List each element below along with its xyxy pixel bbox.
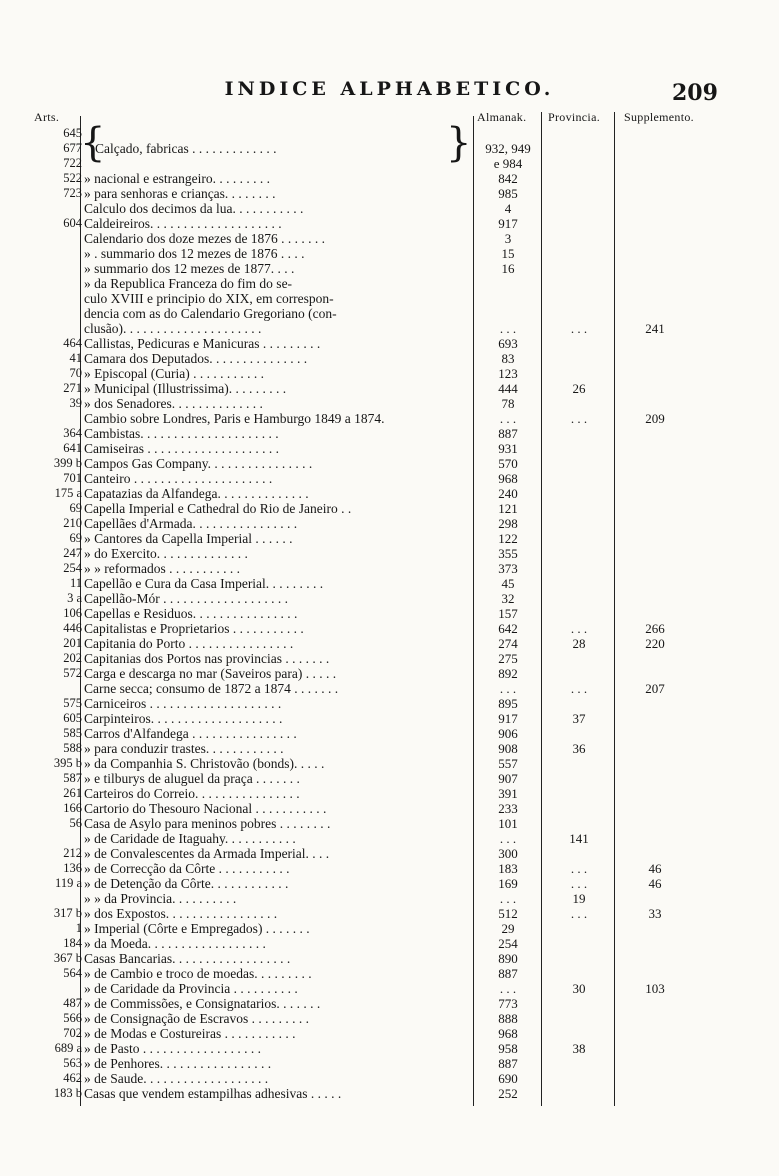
index-row [0, 846, 779, 861]
supplemento-page: 220 [645, 636, 665, 651]
almanak-page: . . . [499, 981, 517, 996]
index-row [0, 861, 779, 876]
column-header-arts: Arts. [34, 110, 60, 124]
provincia-page: 36 [572, 741, 586, 756]
article-number: 575 [63, 696, 82, 710]
index-row [0, 516, 779, 531]
index-row [0, 171, 779, 186]
almanak-page: 298 [498, 516, 518, 531]
article-number: 136 [63, 861, 82, 875]
article-number: 69 [69, 501, 82, 515]
article-number: 247 [63, 546, 82, 560]
index-row [0, 1026, 779, 1041]
index-row [0, 786, 779, 801]
index-row [0, 141, 779, 156]
index-row [0, 186, 779, 201]
almanak-page: 121 [498, 501, 518, 516]
entry-description: Capatazias da Alfandega. . . . . . . . . . . . . . [84, 486, 309, 501]
entry-description: culo XVIII e principio do XIX, em correspon- [84, 291, 334, 306]
entry-description: » de Correcção da Côrte . . . . . . . . . . . [84, 861, 290, 876]
index-row [0, 486, 779, 501]
index-row [0, 456, 779, 471]
article-number: 462 [63, 1071, 82, 1085]
almanak-page: 887 [498, 426, 518, 441]
almanak-page: 888 [498, 1011, 518, 1026]
almanak-page: 240 [498, 486, 518, 501]
entry-description: dencia com as do Calendario Gregoriano (con- [84, 306, 337, 321]
article-number: 106 [63, 606, 82, 620]
index-row [0, 426, 779, 441]
column-header-almanak: Almanak. [477, 110, 527, 124]
index-row [0, 831, 779, 846]
almanak-page: 895 [498, 696, 518, 711]
index-row [0, 936, 779, 951]
article-number: 183 b [53, 1086, 82, 1100]
page-title: INDICE ALPHABETICO. [224, 78, 555, 100]
article-number: 261 [63, 786, 82, 800]
almanak-page: 906 [498, 726, 518, 741]
entry-description: » do Exercito. . . . . . . . . . . . . . [84, 546, 248, 561]
column-header-supplemento: Supplemento. [624, 110, 694, 124]
article-number: 723 [63, 186, 82, 200]
article-number: 564 [63, 966, 82, 980]
almanak-page: 908 [498, 741, 518, 756]
index-row [0, 681, 779, 696]
entry-description: » Municipal (Illustrissima). . . . . . . . . [84, 381, 287, 396]
almanak-page: 907 [498, 771, 518, 786]
almanak-page: 890 [498, 951, 518, 966]
almanak-page: 254 [498, 936, 518, 951]
index-row [0, 591, 779, 606]
entry-description: » . summario dos 12 mezes de 1876 . . . . [84, 246, 305, 261]
article-number: 69 [69, 531, 82, 545]
index-row [0, 1011, 779, 1026]
entry-description: Calendario dos doze mezes de 1876 . . . . . . . [84, 231, 326, 246]
entry-description: Capitalistas e Proprietarios . . . . . . . . . . . [84, 621, 304, 636]
supplemento-page: 266 [645, 621, 665, 636]
entry-description: » summario dos 12 mezes de 1877. . . . [84, 261, 295, 276]
entry-description: » de Consignação de Escravos . . . . . . . . . [84, 1011, 309, 1026]
provincia-page: . . . [570, 411, 588, 426]
entry-description: » e tilburys de aluguel da praça . . . . . . . [84, 771, 300, 786]
entry-description: » nacional e estrangeiro. . . . . . . . . [84, 171, 270, 186]
article-number: 464 [63, 336, 82, 350]
almanak-page: 968 [498, 1026, 518, 1041]
entry-description: Campos Gas Company. . . . . . . . . . . . . . . . [84, 456, 313, 471]
almanak-page: 557 [498, 756, 518, 771]
provincia-page: . . . [570, 876, 588, 891]
entry-description: Cambio sobre Londres, Paris e Hamburgo 1849 a 1874. [84, 411, 385, 426]
index-row [0, 546, 779, 561]
almanak-page: 985 [498, 186, 518, 201]
almanak-page: 169 [498, 876, 518, 891]
index-row [0, 801, 779, 816]
almanak-page: 512 [498, 906, 518, 921]
index-row [0, 246, 779, 261]
supplemento-page: 46 [648, 876, 662, 891]
entry-description: » de Detenção da Côrte. . . . . . . . . . . . [84, 876, 289, 891]
article-number: 446 [63, 621, 82, 635]
almanak-page: 917 [498, 216, 518, 231]
almanak-page: 887 [498, 1056, 518, 1071]
almanak-page: . . . [499, 891, 517, 906]
index-row [0, 996, 779, 1011]
almanak-page: 123 [498, 366, 518, 381]
index-row [0, 201, 779, 216]
index-row [0, 291, 779, 306]
almanak-page: 101 [498, 816, 518, 831]
entry-description: Capitania do Porto . . . . . . . . . . . . . . . . [84, 636, 294, 651]
almanak-page: e 984 [493, 156, 523, 171]
index-row [0, 156, 779, 171]
entry-description: » de Penhores. . . . . . . . . . . . . . . . . [84, 1056, 272, 1071]
article-number: 1 [75, 921, 82, 935]
article-number: 11 [69, 576, 82, 590]
article-number: 201 [63, 636, 82, 650]
almanak-page: 157 [498, 606, 518, 621]
almanak-page: 773 [498, 996, 518, 1011]
almanak-page: 931 [498, 441, 518, 456]
supplemento-page: 33 [648, 906, 662, 921]
article-number: 522 [63, 171, 82, 185]
index-row [0, 876, 779, 891]
article-number: 641 [63, 441, 82, 455]
index-row [0, 951, 779, 966]
index-row [0, 276, 779, 291]
article-number: 212 [63, 846, 82, 860]
article-number: 605 [63, 711, 82, 725]
entry-description: Camara dos Deputados. . . . . . . . . . . . . . . [84, 351, 308, 366]
entry-description: Caldeireiros. . . . . . . . . . . . . . . . . . . . [84, 216, 282, 231]
article-number: 364 [63, 426, 82, 440]
entry-description: » de Saude. . . . . . . . . . . . . . . . . . . [84, 1071, 269, 1086]
entry-description: Carga e descarga no mar (Saveiros para) . . . . . [84, 666, 337, 681]
provincia-page: 141 [569, 831, 589, 846]
provincia-page: 28 [572, 636, 586, 651]
entry-description: Callistas, Pedicuras e Manicuras . . . . . . . . . [84, 336, 321, 351]
index-row [0, 651, 779, 666]
entry-description: Capellães d'Armada. . . . . . . . . . . . . . . . [84, 516, 298, 531]
entry-description: » » da Provincia. . . . . . . . . . [84, 891, 237, 906]
provincia-page: . . . [570, 321, 588, 336]
almanak-page: . . . [499, 321, 517, 336]
entry-description: » de Convalescentes da Armada Imperial. . . . [84, 846, 330, 861]
almanak-page: 16 [501, 261, 515, 276]
almanak-page: . . . [499, 831, 517, 846]
almanak-page: 32 [501, 591, 515, 606]
provincia-page: 30 [572, 981, 586, 996]
article-number: 271 [63, 381, 82, 395]
entry-description: » dos Expostos. . . . . . . . . . . . . . . . . [84, 906, 278, 921]
provincia-page: . . . [570, 906, 588, 921]
article-number: 566 [63, 1011, 82, 1025]
entry-description: » da Companhia S. Christovão (bonds). . . . . [84, 756, 325, 771]
almanak-page: 300 [498, 846, 518, 861]
almanak-page: 887 [498, 966, 518, 981]
entry-description: » » reformados . . . . . . . . . . . [84, 561, 240, 576]
entry-description: Cartorio do Thesouro Nacional . . . . . . . . . . . [84, 801, 327, 816]
entry-description: Carteiros do Correio. . . . . . . . . . . . . . . . [84, 786, 300, 801]
supplemento-page: 207 [645, 681, 665, 696]
entry-description: Capellão-Mór . . . . . . . . . . . . . . . . . . . [84, 591, 288, 606]
index-row [0, 1041, 779, 1056]
index-row [0, 306, 779, 321]
index-row [0, 711, 779, 726]
almanak-page: 29 [501, 921, 515, 936]
entry-description: » de Pasto . . . . . . . . . . . . . . . . . . [84, 1041, 261, 1056]
almanak-page: 842 [498, 171, 518, 186]
article-number: 702 [63, 1026, 82, 1040]
almanak-page: 355 [498, 546, 518, 561]
almanak-page: 78 [501, 396, 515, 411]
index-row [0, 621, 779, 636]
entry-description: » da Moeda. . . . . . . . . . . . . . . . . . [84, 936, 266, 951]
almanak-page: 690 [498, 1071, 518, 1086]
article-number: 563 [63, 1056, 82, 1070]
supplemento-page: 46 [648, 861, 662, 876]
index-row [0, 366, 779, 381]
almanak-page: . . . [499, 411, 517, 426]
index-row [0, 441, 779, 456]
index-row [0, 561, 779, 576]
index-row [0, 471, 779, 486]
entry-description: » de Cambio e troco de moedas. . . . . . . . . [84, 966, 312, 981]
index-row [0, 741, 779, 756]
article-number: 202 [63, 651, 82, 665]
article-number: 689 a [54, 1041, 82, 1055]
almanak-page: 932, 949 [485, 141, 531, 156]
almanak-page: 642 [498, 621, 518, 636]
article-number: 588 [63, 741, 82, 755]
almanak-page: . . . [499, 681, 517, 696]
index-row [0, 966, 779, 981]
almanak-page: 83 [501, 351, 515, 366]
index-row [0, 576, 779, 591]
article-number: 166 [63, 801, 82, 815]
article-number: 677 [63, 141, 82, 155]
article-number: 119 a [55, 876, 82, 890]
article-number: 487 [63, 996, 82, 1010]
almanak-page: 3 [504, 231, 512, 246]
article-number: 254 [63, 561, 82, 575]
index-row [0, 921, 779, 936]
almanak-page: 444 [498, 381, 518, 396]
index-row [0, 696, 779, 711]
left-brace-icon: { [80, 120, 106, 166]
supplemento-page: 103 [645, 981, 665, 996]
index-row [0, 216, 779, 231]
almanak-page: 570 [498, 456, 518, 471]
article-number: 184 [63, 936, 82, 950]
almanak-page: 274 [498, 636, 518, 651]
article-number: 722 [63, 156, 82, 170]
almanak-page: 373 [498, 561, 518, 576]
entry-description: Capellas e Residuos. . . . . . . . . . . . . . . . [84, 606, 298, 621]
index-row [0, 351, 779, 366]
index-row [0, 726, 779, 741]
supplemento-page: 241 [645, 321, 665, 336]
entry-description: » para senhoras e crianças. . . . . . . . [84, 186, 276, 201]
entry-description: Casa de Asylo para meninos pobres . . . . . . . . [84, 816, 331, 831]
index-row [0, 636, 779, 651]
almanak-page: 4 [504, 201, 512, 216]
entry-description: Capitanias dos Portos nas provincias . . . . . . . [84, 651, 330, 666]
almanak-page: 917 [498, 711, 518, 726]
index-row [0, 891, 779, 906]
entry-description: » para conduzir trastes. . . . . . . . . . . . [84, 741, 284, 756]
entry-description: Capellão e Cura da Casa Imperial. . . . . . . . . [84, 576, 324, 591]
entry-description: Casas que vendem estampilhas adhesivas . . . . . [84, 1086, 342, 1101]
article-number: 645 [63, 126, 82, 140]
entry-description: Calculo dos decimos da lua. . . . . . . . . . . [84, 201, 304, 216]
entry-description: » de Caridade da Provincia . . . . . . . . . . [84, 981, 298, 996]
article-number: 604 [63, 216, 82, 230]
supplemento-page: 209 [645, 411, 665, 426]
index-row [0, 606, 779, 621]
almanak-page: 275 [498, 651, 518, 666]
article-number: 399 b [53, 456, 82, 470]
entry-description: Casas Bancarias. . . . . . . . . . . . . . . . . . [84, 951, 291, 966]
article-number: 56 [69, 816, 82, 830]
index-row [0, 261, 779, 276]
right-brace-icon: } [446, 120, 472, 166]
entry-description: Capella Imperial e Cathedral do Rio de Janeiro . . [84, 501, 352, 516]
entry-description: » Cantores da Capella Imperial . . . . . . [84, 531, 293, 546]
entry-description: » de Commissões, e Consignatarios. . . . . . . [84, 996, 321, 1011]
provincia-page: 26 [572, 381, 586, 396]
entry-description: Carniceiros . . . . . . . . . . . . . . . . . . . . [84, 696, 282, 711]
entry-description: » Imperial (Côrte e Empregados) . . . . . . . [84, 921, 310, 936]
index-row [0, 336, 779, 351]
provincia-page: 38 [572, 1041, 586, 1056]
index-row [0, 126, 779, 141]
index-row [0, 321, 779, 336]
article-number: 210 [63, 516, 82, 530]
entry-description: » Episcopal (Curia) . . . . . . . . . . . [84, 366, 264, 381]
entry-description: » de Modas e Costureiras . . . . . . . . . . . [84, 1026, 296, 1041]
entry-description: » da Republica Franceza do fim do se- [84, 276, 293, 291]
index-row [0, 906, 779, 921]
almanak-page: 233 [498, 801, 518, 816]
entry-description: Canteiro . . . . . . . . . . . . . . . . . . . . . [84, 471, 273, 486]
almanak-page: 45 [501, 576, 515, 591]
entry-description: » de Caridade de Itaguahy. . . . . . . . . . . [84, 831, 296, 846]
article-number: 701 [63, 471, 82, 485]
column-header-provincia: Provincia. [548, 110, 600, 124]
article-number: 39 [69, 396, 82, 410]
entry-description: Carpinteiros. . . . . . . . . . . . . . . . . . . . [84, 711, 283, 726]
entry-description: Camiseiras . . . . . . . . . . . . . . . . . . . . [84, 441, 279, 456]
almanak-page: 958 [498, 1041, 518, 1056]
almanak-page: 391 [498, 786, 518, 801]
entry-description: Carne secca; consumo de 1872 a 1874 . . . . . . . [84, 681, 339, 696]
almanak-page: 183 [498, 861, 518, 876]
index-row [0, 531, 779, 546]
almanak-page: 968 [498, 471, 518, 486]
index-row [0, 411, 779, 426]
page-number: 209 [672, 80, 718, 106]
entry-description: » dos Senadores. . . . . . . . . . . . . . [84, 396, 263, 411]
index-row [0, 816, 779, 831]
index-row [0, 981, 779, 996]
article-number: 395 b [53, 756, 82, 770]
entry-description: clusão). . . . . . . . . . . . . . . . . . . . . [84, 321, 262, 336]
almanak-page: 252 [498, 1086, 518, 1101]
article-number: 41 [69, 351, 82, 365]
index-row [0, 381, 779, 396]
index-row [0, 771, 779, 786]
provincia-page: 37 [572, 711, 586, 726]
index-row [0, 1056, 779, 1071]
provincia-page: . . . [570, 681, 588, 696]
index-row [0, 231, 779, 246]
article-number: 572 [63, 666, 82, 680]
entry-description: Cambistas. . . . . . . . . . . . . . . . . . . . . [84, 426, 279, 441]
index-row [0, 1071, 779, 1086]
provincia-page: . . . [570, 621, 588, 636]
provincia-page: . . . [570, 861, 588, 876]
almanak-page: 122 [498, 531, 518, 546]
article-number: 317 b [53, 906, 82, 920]
article-number: 367 b [53, 951, 82, 965]
article-number: 587 [63, 771, 82, 785]
article-number: 585 [63, 726, 82, 740]
article-number: 175 a [54, 486, 82, 500]
almanak-page: 15 [501, 246, 515, 261]
provincia-page: 19 [572, 891, 586, 906]
almanak-page: 693 [498, 336, 518, 351]
index-row [0, 501, 779, 516]
entry-description: Calçado, fabricas . . . . . . . . . . . . . [95, 141, 277, 156]
entry-description: Carros d'Alfandega . . . . . . . . . . . . . . . . [84, 726, 297, 741]
index-row [0, 756, 779, 771]
article-number: 3 a [67, 591, 82, 605]
index-row [0, 1086, 779, 1101]
index-row [0, 396, 779, 411]
article-number: 70 [69, 366, 82, 380]
index-row [0, 666, 779, 681]
almanak-page: 892 [498, 666, 518, 681]
